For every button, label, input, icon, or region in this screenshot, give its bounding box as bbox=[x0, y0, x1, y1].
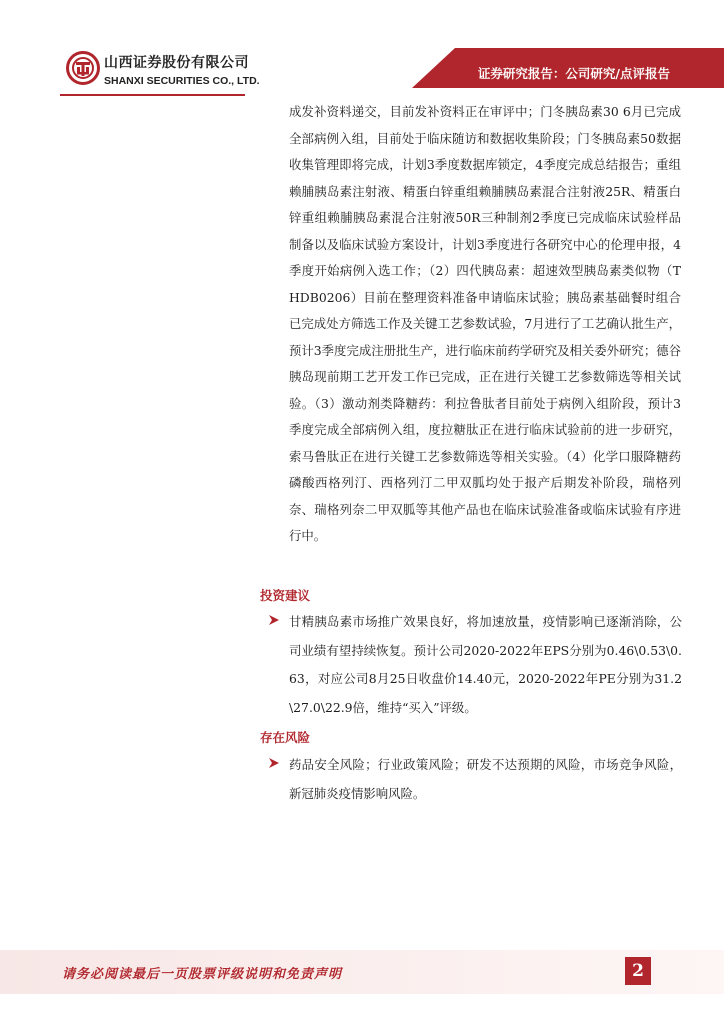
list-item bbox=[268, 751, 682, 808]
page-number: 2 bbox=[625, 957, 651, 985]
company-name-cn: 山西证券股份有限公司 bbox=[104, 55, 249, 71]
company-name-en: SHANXI SECURITIES CO., LTD. bbox=[104, 75, 260, 87]
section-title-investment: 投资建议 bbox=[260, 588, 311, 603]
arrow-bullet-icon bbox=[268, 757, 280, 769]
report-type-label: 证券研究报告：公司研究/点评报告 bbox=[477, 66, 670, 81]
bullet-text: 甘精胰岛素市场推广效果良好，将加速放量，疫情影响已逐渐消除，公司业绩有望持续恢复。预计公司2020-2022年EPS分别为0.46\0.53\0.63，对应公司8月25日收盘价14.40元，2020-2022年PE分别为31.2\27.0\22.9倍，维持“买入”评级。 bbox=[289, 614, 682, 715]
header-divider bbox=[60, 94, 245, 96]
shanxi-securities-logo-icon bbox=[66, 51, 100, 85]
page-header bbox=[0, 0, 724, 100]
company-name bbox=[104, 52, 304, 87]
list-item bbox=[268, 608, 682, 722]
bullet-text: 药品安全风险；行业政策风险；研发不达预期的风险，市场竞争风险，新冠肺炎疫情影响风险。 bbox=[289, 757, 682, 801]
page-footer bbox=[0, 950, 724, 994]
disclaimer-notice: 请务必阅读最后一页股票评级说明和免责声明 bbox=[62, 967, 343, 982]
body-paragraph: 成发补资料递交，目前发补资料正在审评中；门冬胰岛素30 6月已完成全部病例入组，目前处于临床随访和数据收集阶段；门冬胰岛素50数据收集管理即将完成，计划3季度数据库锁定，4季度完成总结报告；重组赖脯胰岛素注射液、精蛋白锌重组赖脯胰岛素混合注射液25R、精蛋白锌重组赖脯胰岛素混合注射液50R三种制剂2季度已完成临床试验样品制备以及临床试验方案设计，计划3季度进行各研究中心的伦理申报，4季度开始病例入选工作；（2）四代胰岛素：超速效型胰岛素类似物（THDB0206）目前在整理资料准备申请临床试验；胰岛素基础餐时组合已完成处方筛选工作及关键工艺参数试验，7月进行了工艺确认批生产，预计3季度完成注册批生产，进行临床前药学研究及相关委外研究；德谷胰岛现前期工艺开发工作已完成，正在进行关键工艺参数筛选等相关试验。（3）激动剂类降糖药：利拉鲁肽者目前处于病例入组阶段，预计3季度完成全部病例入组，度拉糖肽正在进行临床试验前的进一步研究，索马鲁肽正在进行关键工艺参数筛选等相关实验。（4）化学口服降糖药磷酸西格列汀、西格列汀二甲双胍均处于报产后期发补阶段，瑞格列奈、瑞格列奈二甲双胍等其他产品也在临床试验准备或临床试验有序进行中。 bbox=[289, 104, 681, 543]
section-title-risk: 存在风险 bbox=[260, 730, 311, 745]
arrow-bullet-icon bbox=[268, 614, 280, 626]
